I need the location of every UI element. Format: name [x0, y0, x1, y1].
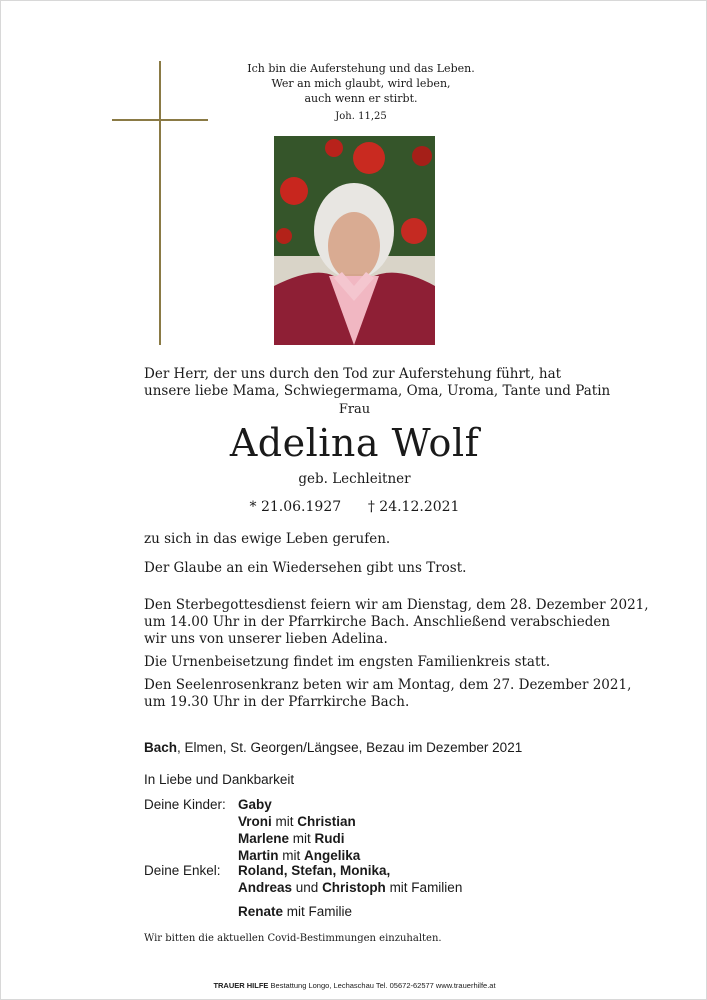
- grandchild-name: Christoph: [322, 880, 386, 895]
- place-town: Bach: [144, 740, 178, 755]
- grandchild-rest: mit Familien: [385, 880, 463, 895]
- child-partner: Rudi: [314, 831, 345, 846]
- child-row: [238, 813, 356, 830]
- child-row: [238, 830, 345, 847]
- footer-brand: TRAUER HILFE: [213, 981, 269, 990]
- child-partner: Angelika: [304, 848, 361, 863]
- grandchildren-line-2: [238, 879, 462, 896]
- renate-rest: mit Familie: [283, 904, 353, 919]
- title-frau: Frau: [338, 402, 371, 417]
- place-rest: , Elmen, St. Georgen/Längsee, Bezau im Dezember 2021: [177, 740, 523, 755]
- greeting: In Liebe und Dankbarkeit: [144, 772, 295, 787]
- child-row: [238, 796, 272, 813]
- grandchildren-line-1: Roland, Stefan, Monika,: [238, 863, 391, 878]
- verse-line-1: Ich bin die Auferstehung und das Leben.: [247, 62, 475, 75]
- intro-line-1: Der Herr, der uns durch den Tod zur Auferstehung führt, hat: [144, 366, 562, 382]
- renate-line: [238, 903, 352, 920]
- child-name: Martin: [238, 848, 279, 863]
- intro-line-2: unsere liebe Mama, Schwiegermama, Oma, Uroma, Tante und Patin: [144, 383, 611, 399]
- urn-text: Die Urnenbeisetzung findet im engsten Familienkreis statt.: [144, 654, 551, 670]
- faith-text: Der Glaube an ein Wiedersehen gibt uns Trost.: [144, 560, 467, 576]
- child-sep: mit: [271, 814, 298, 829]
- covid-note: Wir bitten die aktuellen Covid-Bestimmungen einzuhalten.: [144, 933, 442, 944]
- child-sep: mit: [278, 848, 304, 863]
- service-line-1: Den Sterbegottesdienst feiern wir am Dienstag, dem 28. Dezember 2021,: [144, 597, 649, 613]
- service-line-3: wir uns von unserer lieben Adelina.: [144, 631, 388, 647]
- called-text: zu sich in das ewige Leben gerufen.: [144, 531, 391, 547]
- place-date: [144, 739, 522, 756]
- verse-reference: Joh. 11,25: [335, 111, 387, 122]
- verse-line-2: Wer an mich glaubt, wird leben,: [271, 77, 451, 90]
- life-dates: * 21.06.1927 † 24.12.2021: [249, 499, 460, 515]
- footer: [1, 981, 707, 990]
- child-partner: Christian: [297, 814, 356, 829]
- child-sep: mit: [289, 831, 315, 846]
- child-name: Marlene: [238, 831, 290, 846]
- cross-vertical-bar: [159, 61, 161, 345]
- birth-name: geb. Lechleitner: [298, 471, 411, 487]
- child-name: Vroni: [238, 814, 272, 829]
- cross-horizontal-bar: [112, 119, 208, 121]
- grandchild-sep: und: [292, 880, 323, 895]
- footer-rest: Bestattung Longo, Lechaschau Tel. 05672-62577 www.trauerhilfe.at: [268, 981, 496, 990]
- rosary-line-1: Den Seelenrosenkranz beten wir am Montag, dem 27. Dezember 2021,: [144, 677, 632, 693]
- portrait-photo: [274, 136, 435, 345]
- verse-line-3: auch wenn er stirbt.: [304, 92, 418, 105]
- grandchild-name: Andreas: [238, 880, 293, 895]
- service-line-2: um 14.00 Uhr in der Pfarrkirche Bach. Anschließend verabschieden: [144, 614, 611, 630]
- deceased-name: Adelina Wolf: [229, 421, 480, 465]
- grandchildren-label: Deine Enkel:: [144, 863, 221, 878]
- child-name: Gaby: [238, 797, 272, 812]
- rosary-line-2: um 19.30 Uhr in der Pfarrkirche Bach.: [144, 694, 410, 710]
- renate-name: Renate: [238, 904, 284, 919]
- children-label: Deine Kinder:: [144, 797, 226, 812]
